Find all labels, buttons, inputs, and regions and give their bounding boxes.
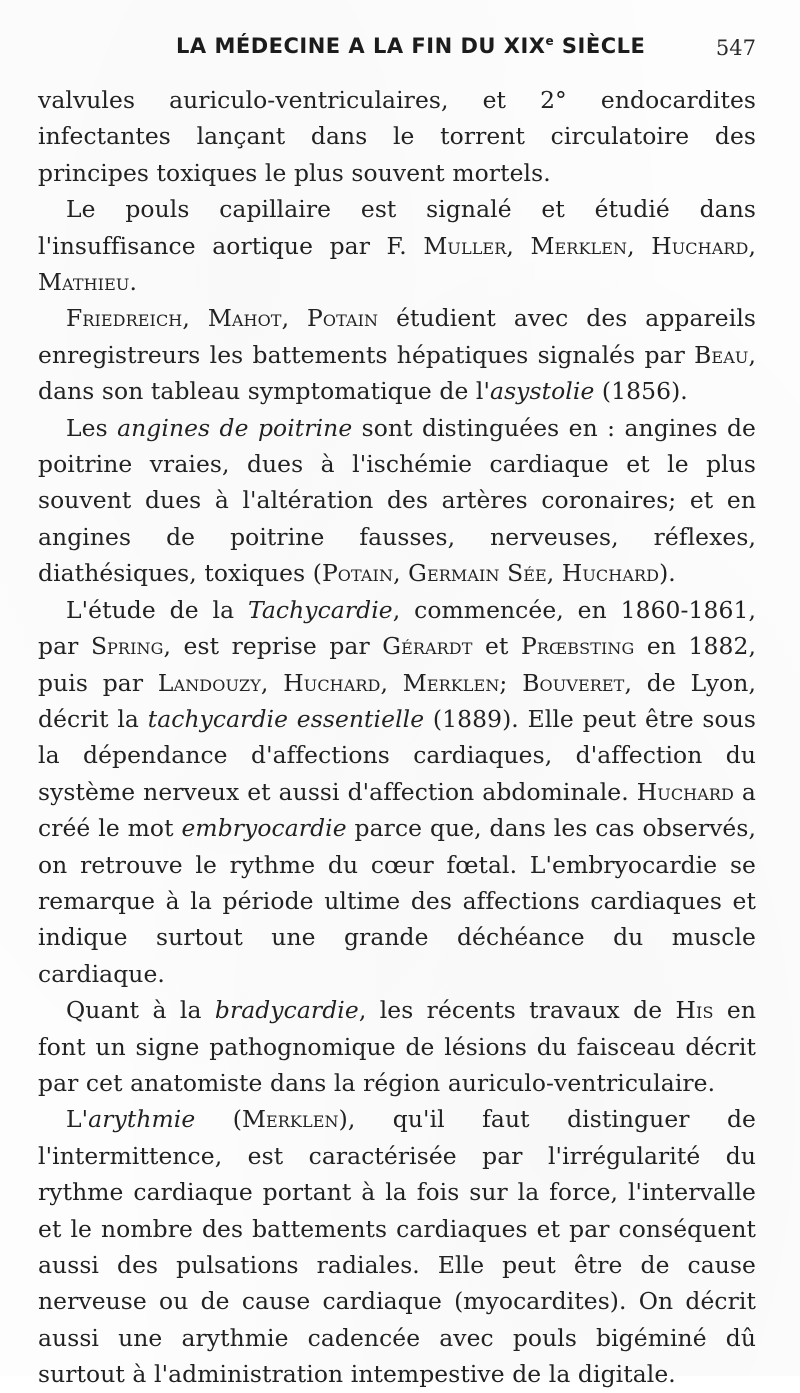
p5-text-a: L'étude de la bbox=[66, 595, 248, 624]
italic-term: arythmie bbox=[88, 1105, 196, 1134]
p7-text-a: L' bbox=[66, 1105, 89, 1134]
p7-text-b: ( bbox=[195, 1105, 242, 1134]
author-name: Potain bbox=[321, 559, 394, 588]
italic-term: bradycardie bbox=[214, 996, 359, 1025]
running-title-text: LA MÉDECINE A LA FIN DU XIX bbox=[176, 34, 546, 58]
italic-term: angines de poitrine bbox=[117, 413, 353, 442]
author-name: Huchard bbox=[561, 559, 660, 588]
author-name: Huchard bbox=[651, 231, 749, 260]
p1-text: valvules auriculo-ventriculaires, et 2° endocardites infectantes lançant dans le torrent circulatoire des principes toxiques le plus souvent mortels. bbox=[38, 86, 756, 187]
p5-text-j: parce que, dans les cas observés, on retrouve le rythme du cœur fœtal. L'embryocardie se remarque à la période ultime des affections cardiaques et indique surtout une grande déchéance du muscle cardiaque. bbox=[38, 814, 756, 988]
running-title-tail: SIÈCLE bbox=[554, 34, 646, 58]
p6-text-c: en font un signe pathognomique de lésions du faisceau décrit par cet anatomiste dans la région auriculo-ventriculaire. bbox=[38, 996, 756, 1097]
body-text bbox=[38, 82, 756, 1393]
p3-sep-2: , bbox=[281, 304, 308, 333]
p5-text-e: en 1882, puis par bbox=[38, 632, 757, 697]
p3-text-a: étudient avec des appareils enregistreurs les battements hépatiques signalés par bbox=[38, 304, 757, 369]
p4-end: ). bbox=[659, 559, 676, 588]
p6-text-b: , les récents travaux de bbox=[358, 996, 676, 1025]
p5-sep-2: , bbox=[380, 668, 403, 697]
p3-text-c: (1856). bbox=[594, 377, 688, 406]
p5-text-c: , est reprise par bbox=[163, 632, 383, 661]
author-name: Merklen bbox=[241, 1105, 339, 1134]
italic-term: Tachycardie bbox=[248, 595, 393, 624]
p7-text-c: ), qu'il faut distinguer de l'intermittence, est caractérisée par l'irrégularité du rythme cardiaque portant à la fois sur la force, l'intervalle et le nombre des battements cardiaques et par conséquent aussi des pulsations radiales. Elle peut être de cause nerveuse ou de cause cardiaque (myocardites). On décrit aussi une arythmie cadencée avec pouls bigéminé dû surtout à l'administration intempestive de la digitale. bbox=[38, 1105, 756, 1389]
author-name: His bbox=[675, 996, 714, 1025]
p5-text-i: a créé le mot bbox=[38, 777, 756, 843]
author-name: Huchard bbox=[283, 668, 381, 697]
p5-text-f: ; bbox=[499, 668, 523, 697]
p4-text-b: sont distinguées en : angines de poitrine vraies, dues à l'ischémie cardiaque et le plus souvent dues à l'altération des artères coronaires; et en angines de poitrine fausses, nerveuses, réflexes, diathésiques, toxiques ( bbox=[38, 413, 756, 588]
author-name: Mathieu bbox=[38, 268, 130, 297]
p2-text-a: Le pouls capillaire est signalé et étudié dans l'insuffisance aortique par F. bbox=[38, 195, 756, 260]
paragraph-2 bbox=[38, 191, 756, 300]
author-name: Bouveret bbox=[522, 668, 625, 697]
author-name: Merklen bbox=[402, 668, 500, 697]
p5-text-b: , commencée, en 1860-1861, par bbox=[38, 595, 756, 661]
paragraph-6 bbox=[38, 992, 756, 1101]
page-number: 547 bbox=[715, 36, 756, 60]
author-name: Beau bbox=[694, 340, 749, 369]
running-title bbox=[176, 34, 645, 58]
p4-text-a: Les bbox=[66, 413, 118, 442]
p2-end: . bbox=[129, 268, 137, 297]
p5-text-h: (1889). Elle peut être sous la dépendance d'affections cardiaques, d'affection du système nerveux et aussi d'affection abdominale. bbox=[38, 704, 756, 806]
author-name: Landouzy bbox=[157, 668, 261, 697]
p4-sep-1: , bbox=[393, 559, 409, 588]
author-name: Friedreich bbox=[66, 304, 183, 333]
paragraph-1 bbox=[38, 82, 756, 191]
running-title-sup: e bbox=[545, 34, 555, 48]
p3-sep-1: , bbox=[182, 304, 208, 333]
p2-sep-3: , bbox=[748, 231, 756, 260]
italic-term: tachycardie essentielle bbox=[147, 704, 425, 733]
paragraph-4 bbox=[38, 410, 756, 592]
author-name: Mahot bbox=[207, 304, 282, 333]
p5-sep-1: , bbox=[260, 668, 284, 697]
author-name: Germain Sée bbox=[408, 559, 547, 588]
p5-text-d: et bbox=[472, 632, 522, 661]
author-name: Muller bbox=[423, 231, 507, 260]
paragraph-7 bbox=[38, 1101, 756, 1392]
author-name: Huchard bbox=[636, 777, 734, 806]
p6-text-a: Quant à la bbox=[66, 996, 215, 1025]
author-name: Spring bbox=[90, 632, 164, 661]
p2-sep-2: , bbox=[627, 231, 652, 260]
p4-sep-2: , bbox=[546, 559, 562, 588]
italic-term: embryocardie bbox=[181, 814, 347, 843]
running-head bbox=[40, 34, 756, 64]
paragraph-3 bbox=[38, 300, 756, 409]
author-name: Potain bbox=[307, 304, 379, 333]
author-name: Gérardt bbox=[382, 632, 473, 661]
p5-text-g: , de Lyon, décrit la bbox=[38, 668, 756, 733]
italic-term: asystolie bbox=[490, 377, 595, 406]
paragraph-5 bbox=[38, 592, 756, 992]
author-name: Prœbsting bbox=[521, 632, 635, 661]
author-name: Merklen bbox=[530, 231, 628, 260]
p2-sep-1: , bbox=[506, 231, 531, 260]
p3-text-b: , dans son tableau symptomatique de l' bbox=[38, 340, 756, 406]
